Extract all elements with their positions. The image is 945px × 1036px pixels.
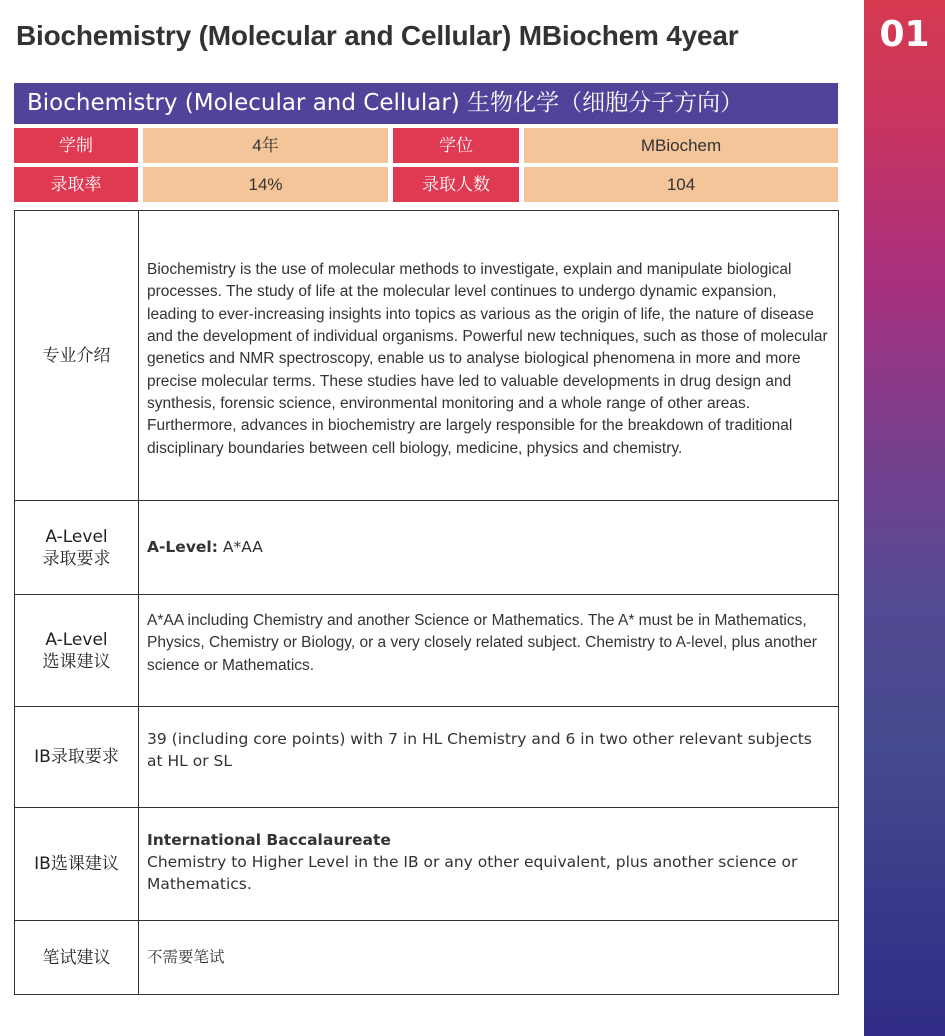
ib-req-text: 39 (including core points) with 7 in HL Chemistry and 6 in two other relevant subjects at HL or SL [139, 707, 839, 808]
table-row [15, 211, 839, 501]
requirements-table [14, 210, 839, 995]
label-line: 选课建议 [42, 651, 111, 672]
label-line: A-Level [45, 526, 108, 547]
rate-value: 14% [143, 167, 388, 202]
info-row-1 [14, 128, 838, 163]
label-line: A-Level [45, 629, 108, 650]
alevel-sub-label [15, 595, 139, 707]
degree-value: MBiochem [524, 128, 838, 163]
alevel-req-text [139, 501, 839, 595]
page-title: Biochemistry (Molecular and Cellular) MBiochem 4year [16, 20, 739, 51]
ib-req-label: IB录取要求 [15, 707, 139, 808]
table-row [15, 921, 839, 995]
label-line: 录取要求 [42, 548, 111, 569]
ib-sub-label: IB选课建议 [15, 808, 139, 921]
ib-sub-title: International Baccalaureate [147, 830, 391, 849]
intake-label: 录取人数 [393, 167, 519, 202]
alevel-prefix: A-Level: [147, 538, 218, 557]
degree-label: 学位 [393, 128, 519, 163]
test-label: 笔试建议 [15, 921, 139, 995]
table-row [15, 595, 839, 707]
intake-value: 104 [524, 167, 838, 202]
info-row-2 [14, 167, 838, 202]
alevel-req-label [15, 501, 139, 595]
duration-value: 4年 [143, 128, 388, 163]
table-row [15, 808, 839, 921]
side-bar [864, 0, 945, 1036]
table-row [15, 501, 839, 595]
duration-label: 学制 [14, 128, 138, 163]
page-number: 01 [879, 14, 930, 55]
alevel-sub-text: A*AA including Chemistry and another Science or Mathematics. The A* must be in Mathematics, Physics, Chemistry or Biology, or a very closely related subject. Chemistry to A-level, plus another science or Mathematics. [139, 595, 839, 707]
alevel-grade: A*AA [217, 538, 263, 557]
test-text: 不需要笔试 [139, 921, 839, 995]
rate-label: 录取率 [14, 167, 138, 202]
table-row [15, 707, 839, 808]
intro-label: 专业介绍 [15, 211, 139, 501]
ib-sub-body: Chemistry to Higher Level in the IB or any other equivalent, plus another science or Mathematics. [147, 852, 798, 894]
ib-sub-text [139, 808, 839, 921]
program-band-title: Biochemistry (Molecular and Cellular) 生物化学（细胞分子方向） [14, 83, 838, 124]
intro-text: Biochemistry is the use of molecular methods to investigate, explain and manipulate biological processes. The study of life at the molecular level continues to undergo dynamic expansion, leading to ever-increasing insights into topics as various as the origin of life, the nature of disease and the development of individual organisms. Powerful new techniques, such as those of molecular genetics and NMR spectroscopy, enable us to analyse biological phenomena in more and more precise molecular terms. These studies have led to valuable developments in drug design and synthesis, forensic science, environmental monitoring and a whole range of other areas. Furthermore, advances in biochemistry are largely responsible for the breakdown of traditional disciplinary boundaries between cell biology, medicine, physics and chemistry. [139, 211, 839, 501]
